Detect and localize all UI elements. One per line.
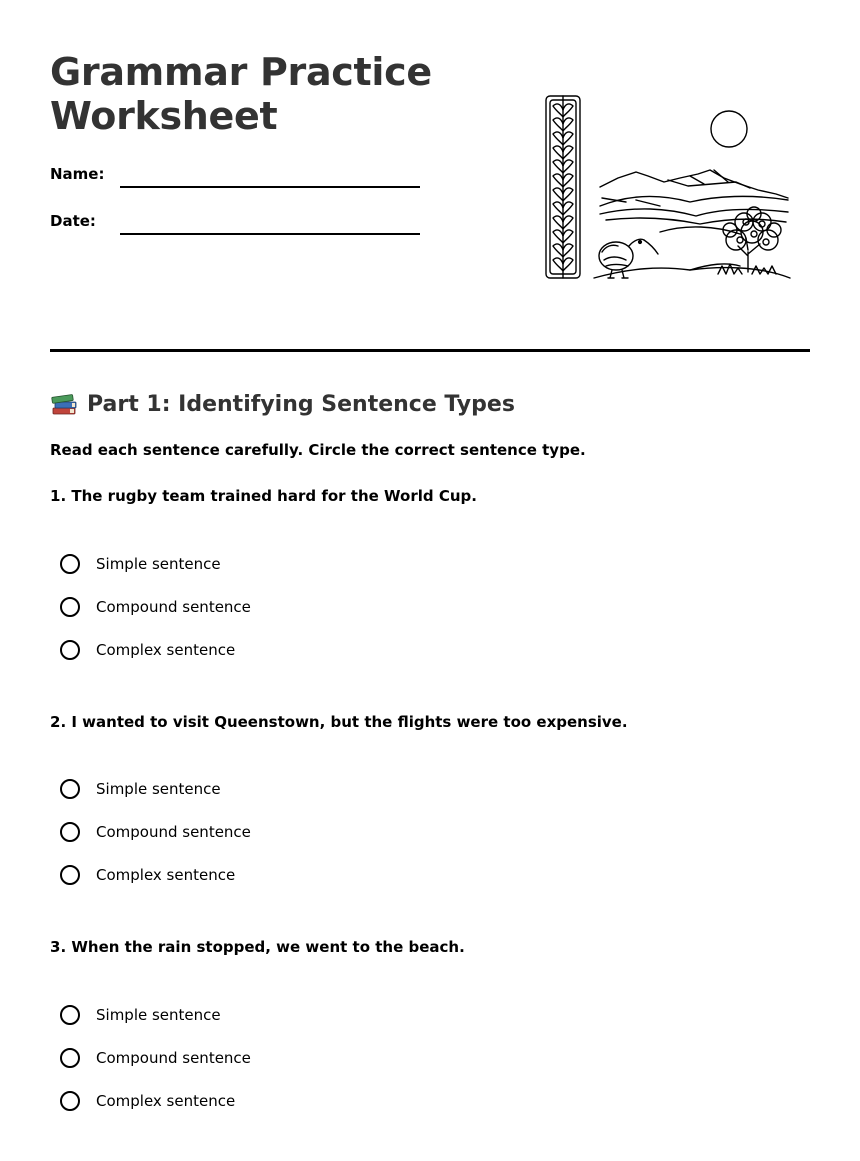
question-text: When the rain stopped, we went to the beach. (71, 938, 465, 956)
carved-pole-icon (546, 96, 580, 278)
radio-circle[interactable] (60, 1091, 80, 1111)
question-number: 3 . (50, 938, 71, 956)
option-complex[interactable] (60, 863, 235, 887)
option-label: Complex sentence (96, 641, 236, 659)
question-text: The rugby team trained hard for the World Cup. (71, 487, 477, 505)
date-field[interactable] (120, 233, 420, 235)
title-line-2: Worksheet (50, 94, 278, 138)
radio-circle[interactable] (60, 779, 80, 799)
question-number: 1 . (50, 487, 71, 505)
books-icon (50, 390, 78, 418)
option-label: Complex sentence (96, 866, 236, 884)
page-title (50, 50, 432, 138)
radio-circle[interactable] (60, 1048, 80, 1068)
instructions: Read each sentence carefully. Circle the correct sentence type. (50, 441, 586, 459)
question-3 (50, 938, 465, 956)
option-simple[interactable] (60, 1003, 221, 1027)
option-label: Simple sentence (96, 555, 221, 573)
question-number: 2 . (50, 713, 71, 731)
radio-circle[interactable] (60, 1005, 80, 1025)
landscape-illustration (540, 90, 800, 285)
radio-circle[interactable] (60, 597, 80, 617)
name-field[interactable] (120, 186, 420, 188)
option-label: Simple sentence (96, 1006, 221, 1024)
option-compound[interactable] (60, 1046, 251, 1070)
part-heading-text: Part 1: Identifying Sentence Types (87, 391, 515, 417)
radio-circle[interactable] (60, 554, 80, 574)
date-label: Date: (50, 212, 96, 230)
option-label: Compound sentence (96, 1049, 251, 1067)
radio-circle[interactable] (60, 822, 80, 842)
option-complex[interactable] (60, 638, 235, 662)
name-label: Name: (50, 165, 105, 183)
option-label: Compound sentence (96, 823, 251, 841)
title-line-1: Grammar Practice (50, 50, 432, 94)
option-label: Simple sentence (96, 780, 221, 798)
radio-circle[interactable] (60, 865, 80, 885)
option-label: Complex sentence (96, 1092, 236, 1110)
option-compound[interactable] (60, 595, 251, 619)
part-heading (50, 388, 515, 420)
section-divider (50, 349, 810, 352)
option-complex[interactable] (60, 1089, 235, 1113)
question-2 (50, 713, 628, 731)
option-compound[interactable] (60, 820, 251, 844)
sun-icon (711, 111, 747, 147)
option-simple[interactable] (60, 552, 221, 576)
option-simple[interactable] (60, 777, 221, 801)
question-text: I wanted to visit Queenstown, but the flights were too expensive. (71, 713, 628, 731)
radio-circle[interactable] (60, 640, 80, 660)
question-1 (50, 487, 477, 505)
option-label: Compound sentence (96, 598, 251, 616)
kiwi-bird-icon (599, 239, 658, 278)
